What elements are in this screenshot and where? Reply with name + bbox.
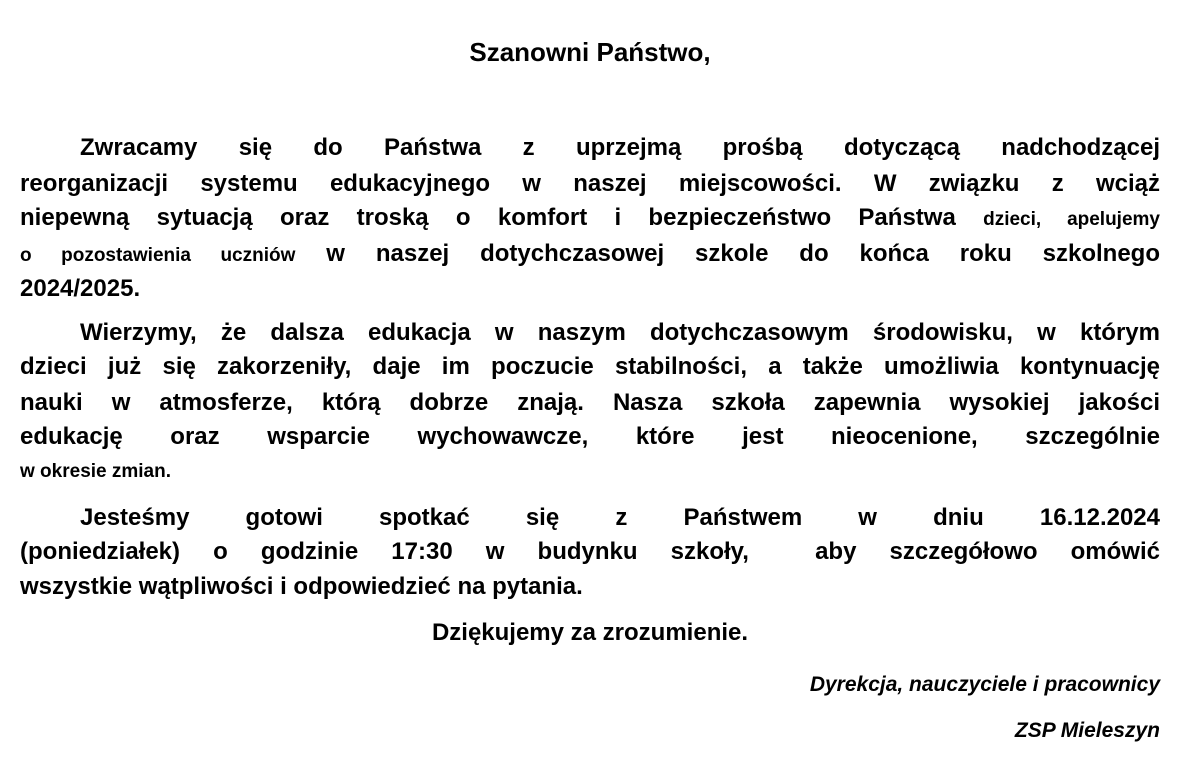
signature-line-1: Dyrekcja, nauczyciele i pracownicy — [809, 673, 1160, 696]
text-segment-small: dzieci, apelujemy — [983, 209, 1160, 230]
text-line — [20, 240, 1160, 270]
text-line: edukację oraz wsparcie wychowawcze, które jest nieocenione, szczególnie — [20, 423, 1160, 450]
text-line — [20, 204, 1160, 234]
text-line: dzieci już się zakorzeniły, daje im poczucie stabilności, a także umożliwia kontynuację — [20, 353, 1160, 380]
text-line: reorganizacji systemu edukacyjnego w naszej miejscowości. W związku z wciąż — [20, 170, 1160, 197]
text-line: w okresie zmian. — [20, 461, 172, 482]
letter-greeting: Szanowni Państwo, — [469, 37, 711, 67]
text-line: Jesteśmy gotowi spotkać się z Państwem w dniu 16.12.2024 — [80, 504, 1160, 531]
text-line: (poniedziałek) o godzinie 17:30 w budynku szkoły, aby szczegółowo omówić — [20, 538, 1160, 565]
text-segment: w naszej dotychczasowej szkole do końca roku szkolnego — [326, 240, 1161, 267]
text-line: nauki w atmosferze, którą dobrze znają. Nasza szkoła zapewnia wysokiej jakości — [20, 389, 1160, 416]
text-line: wszystkie wątpliwości i odpowiedzieć na pytania. — [20, 573, 583, 600]
text-line: Zwracamy się do Państwa z uprzejmą prośbą dotyczącą nadchodzącej — [80, 134, 1160, 161]
text-line: 2024/2025. — [20, 275, 141, 302]
thanks-line: Dziękujemy za zrozumienie. — [431, 619, 749, 646]
text-segment: niepewną sytuacją oraz troską o komfort i bezpieczeństwo Państwa — [20, 204, 956, 231]
text-segment-small: o pozostawienia uczniów — [20, 245, 296, 266]
text-line: Wierzymy, że dalsza edukacja w naszym dotychczasowym środowisku, w którym — [80, 319, 1160, 346]
signature-line-2: ZSP Mieleszyn — [1014, 719, 1160, 742]
